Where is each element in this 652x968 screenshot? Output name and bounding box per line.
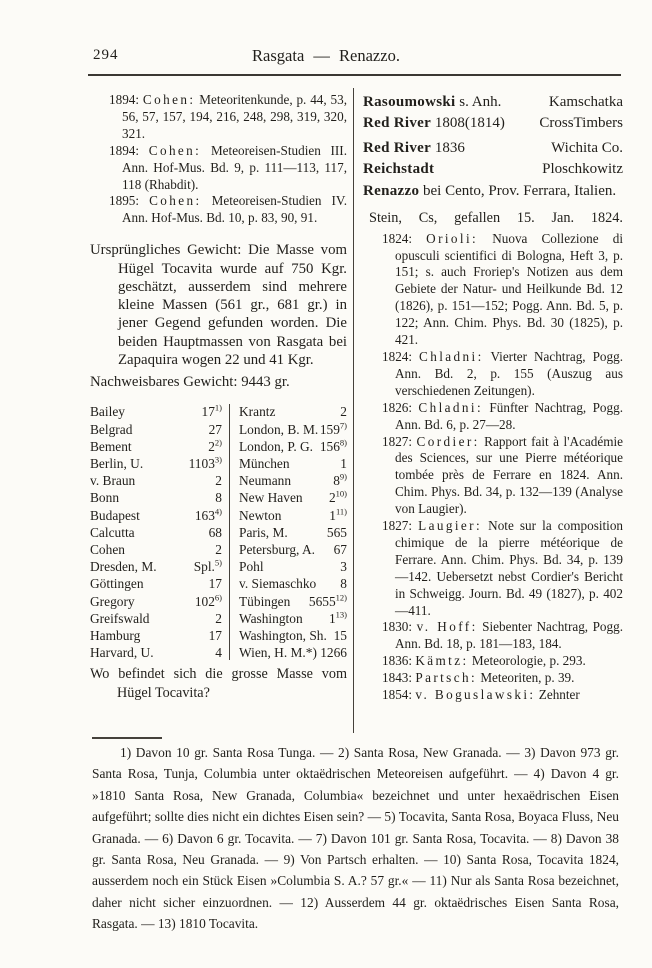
left-column [90,92,347,702]
collection-name: Washington, Sh. [239,627,327,643]
bibliography-entry [90,143,347,194]
weight-value: 2 [215,541,222,557]
table-row [90,438,347,455]
collection-name: Bonn [90,490,120,506]
collection-name: Petersburg, A. [239,541,316,557]
table-cell [230,438,347,455]
bib-year: 1894: [109,142,140,158]
footnotes-text: 1) Davon 10 gr. Santa Rosa Tunga. — 2) Santa Rosa, New Granada. — 3) Davon 973 gr. Santa Rosa, Tunja, Columbia unter oktaëdrischen Meteoreisen aufgeführt. — 4) Davon 4 gr. »1810 Santa Rosa, New Granada, Columbia« bezeichnet und unter hexaëdrischen Eisen aufgeführt; sollte dies nicht ein dichtes Eisen sein? — 5) Tocavita, Santa Rosa, Boyaca Fluss, Neu Granada. — 6) Davon 6 gr. Tocavita. — 7) Davon 101 gr. Santa Rosa, Tocavita. — 8) Davon 38 gr. Santa Rosa, Neu Granada. — 9) Von Partsch erhalten. — 10) Santa Rosa, Tocavita 1824, ausserdem noch ein Stück Eisen »Columbia S. A.? 57 gr.« — 11) Nur als Santa Rosa bezeichnet, daher nicht sicher einzuordnen. — 12) Ausserdem 44 gr. oktaëdrisches Eisen Santa Rosa, Rasgata. — 13) 1810 Tocavita. [92,745,619,932]
entry-detail: 1808(1814) [434,115,505,132]
entry-headword: Red River [363,115,432,132]
bib-year: 1827: [382,433,413,449]
weight-value: 159$^{7)}$ [319,420,347,437]
table-cell [90,507,230,524]
bibliography-entry [363,518,623,619]
table-cell [90,489,230,506]
table-cell [90,627,230,644]
collection-name: München [239,455,290,471]
bib-text: Siebenter Nachtrag, Pogg. Ann. Bd. 18, p. 181—183, 184. [395,619,624,652]
collection-name: Neumann [239,473,292,489]
catalog-entry [363,113,623,134]
weight-value: 17$^{1)}$ [201,402,222,420]
footnote-mark: 5) [214,557,222,568]
table-cell [90,541,230,558]
table-cell [230,644,347,661]
collection-name: v. Siemaschko [239,576,317,592]
header-rule [88,74,621,76]
bibliography-entry [363,619,623,653]
collection-name: London, P. G. [239,438,314,454]
left-bibliography [90,92,347,227]
footnote-mark: 8) [339,437,347,448]
bib-author: Cohen: [142,92,196,107]
bib-year: 1836: [382,653,413,669]
weight-value: 4 [215,645,222,661]
footnote-mark: 4) [214,506,222,517]
catalog-entry [363,138,623,159]
footnote-mark: 2) [214,437,222,448]
bib-text: Meteoreisen-Studien III. Ann. Hof-Mus. Bd. 9, p. 111—113, 117, 118 (Rhabdit). [122,142,347,192]
table-cell [230,558,347,575]
table-cell [230,593,347,610]
collection-name: Bement [90,438,132,454]
collection-name: v. Braun [90,473,136,489]
collection-name: Krantz [239,404,276,420]
bibliography-entry [363,434,623,519]
weight-value: 2 [215,473,222,489]
bib-text: Meteorologie, p. 293. [471,653,586,669]
footnote-mark: 9) [339,471,347,482]
bib-author: Cohen: [148,142,202,158]
weight-value: 1$^{13)}$ [328,609,347,626]
bib-author: Chladni: [418,399,484,415]
table-cell [230,421,347,438]
running-title: Rasgata — Renazzo. [252,46,400,65]
table-row [90,644,347,661]
bibliography-entry [363,670,623,687]
entry-headword: Reichstadt [363,161,435,178]
bib-author: Kämtz: [415,653,469,669]
table-row [90,472,347,489]
entry-headword: Red River [363,139,432,156]
bib-text: Meteoritenkunde, p. 44, 53, 56, 57, 157, 194, 216, 248, 298, 319, 320, 321. [122,92,347,141]
column-divider [353,88,354,733]
verified-weight-line [90,373,347,391]
bibliography-entry [363,400,623,434]
table-row [90,627,347,644]
collection-name: Wien, H. M.*) [239,645,317,661]
right-column [363,92,623,704]
table-cell [90,403,230,420]
collection-name: New Haven [239,490,303,506]
table-row [90,610,347,627]
table-cell [230,507,347,524]
weight-text: Die Masse vom Hügel Tocavita wurde auf 750 Kgr. geschätzt, ausserdem sind mehrere kleine Massen (561 gr., 681 gr.) in jener Gegend gefunden worden. Die beiden Hauptmassen von Rasgata bei Zapaquira wogen 22 und 41 Kgr. [118,242,347,369]
collection-name: Greifswald [90,610,150,626]
weight-value: 67 [333,541,347,557]
table-cell [90,524,230,541]
weight-value: 8$^{9)}$ [333,471,347,489]
verified-weight-label: Nachweisbares Gewicht: [90,374,238,391]
entry-location: CrossTimbers [539,115,623,132]
weight-value: 2 [340,404,347,420]
bib-text: Meteoreisen-Studien IV. Ann. Hof-Mus. Bd. 10, p. 83, 90, 91. [122,193,348,226]
weight-value: 1266 [320,645,347,661]
entry-head [363,92,501,113]
table-cell [90,575,230,592]
collection-name: Bailey [90,404,125,420]
bib-year: 1824: [382,230,413,246]
table-cell [90,455,230,472]
table-cell [230,610,347,627]
weight-value: 8 [340,576,347,592]
table-row [90,455,347,472]
weight-value: 2$^{2)}$ [208,437,222,454]
footnote-mark: 7) [339,420,347,431]
collection-name: Hamburg [90,627,141,643]
bib-author: Partsch: [415,670,478,686]
weight-value: 8 [215,490,222,506]
fall-date-line: Stein, Cs, gefallen 15. Jan. 1824. [369,209,623,226]
bib-year: 1854: [382,687,413,703]
table-row [90,558,347,575]
bib-text: Vierter Nachtrag, Pogg. Ann. Bd. 2, p. 155 (Auszug aus verschiedenen Zeitungen). [395,348,624,398]
footnote-mark: 11) [335,506,347,517]
table-cell [90,421,230,438]
table-cell [90,593,230,610]
weight-label: Ursprüngliches Gewicht: [90,242,242,259]
table-cell [230,472,347,489]
collection-name: Tübingen [239,593,291,609]
entry-location: Wichita Co. [551,139,623,156]
table-cell [230,575,347,592]
bib-author: Chladni: [419,348,484,364]
footnotes-rule [92,737,162,739]
catalog-entry [363,92,623,113]
bibliography-entry [363,349,623,400]
collection-name: Cohen [90,541,125,557]
footnote-mark: 3) [214,454,222,465]
entry-head [363,138,465,159]
collection-name: Berlin, U. [90,455,144,471]
table-cell [90,644,230,661]
table-cell [230,541,347,558]
bib-year: 1824: [382,348,413,364]
footnote-mark: 12) [335,592,347,603]
catalog-entry [363,159,623,180]
bib-author: v. Hoff: [416,619,478,635]
table-cell [230,455,347,472]
bib-author: Cordier: [416,433,480,449]
entry-headword: Rasoumowski [363,94,456,110]
weight-paragraph [90,241,347,369]
distribution-table [90,403,347,661]
entry-location: Ploschkowitz [542,161,623,178]
bib-year: 1843: [382,670,413,686]
bib-text: Meteoriten, p. 39. [480,670,575,686]
weight-value: 2$^{10)}$ [328,488,347,506]
footnote-mark: 13) [335,609,347,620]
table-cell [90,610,230,627]
weight-value: 102$^{6)}$ [194,592,222,609]
bib-text: Nuova Collezione di opusculi scientifici di Bologna, Heft 3, p. 151; s. auch Froriep's Notizen aus dem Gebiete der Natur- und Heilkunde Bd. 12 (1826), p. 151—152; Pogg. Ann. Bd. 5, p. 122; Ann. Chim. Phys. Bd. 30 (1825), p. 421. [395,230,623,348]
entry-location: Kamschatka [548,94,623,110]
table-divider [229,404,230,660]
bib-year: 1830: [382,619,413,635]
verified-weight-value: 9443 gr. [241,374,290,391]
bib-text: Note sur la composition chimique de la pierre météorique de Ferrare. Ann. Chim. Phys. Bd. 34, p. 139—142. Uebersetzt nebst Cordier's Bericht in Schweigg. Journ. Bd. 49 (1827), p. 402—411. [395,518,624,618]
bib-author: Laugier: [418,518,483,534]
bibliography-entry [363,231,623,349]
catalog-entry [363,181,623,201]
collection-name: Budapest [90,507,140,523]
table-row [90,524,347,541]
weight-value: 5655$^{12)}$ [308,592,347,609]
weight-value: 156$^{8)}$ [319,437,347,454]
weight-value: 1$^{11)}$ [329,506,347,523]
bibliography-entry [363,653,623,670]
table-row [90,421,347,438]
weight-value: 565 [326,524,347,540]
weight-value: 163$^{4)}$ [194,506,222,523]
bib-text: Rapport fait à l'Académie des Sciences, sur une Pierre météorique tombée près de Ferrare en 1824. Ann. Chim. Phys. Bd. 34, p. 132—139 (Analyse von Laugier). [395,433,624,517]
table-row [90,541,347,558]
table-cell [230,489,347,506]
weight-value: 2 [215,610,222,626]
footnote-mark: 6) [214,592,222,603]
collection-name: Paris, M. [239,524,288,540]
entry-detail: 1836 [434,139,465,156]
table-cell [90,558,230,575]
bib-year: 1826: [382,399,413,415]
entry-detail: s. Anh. [459,94,502,110]
bibliography-entry [363,687,623,704]
table-row [90,403,347,420]
bibliography-entry [90,193,347,227]
table-cell [230,403,347,420]
collection-name: Belgrad [90,421,133,437]
table-row [90,575,347,592]
entry-head [363,113,505,134]
entry-detail: bei Cento, Prov. Ferrara, Italien. [423,182,617,199]
footnote-mark: 10) [335,488,347,499]
table-row [90,593,347,610]
weight-value: 15 [333,627,347,643]
collection-name: Calcutta [90,524,135,540]
bib-year: 1894: [109,92,140,107]
table-cell [90,472,230,489]
bib-text: Zehnter [538,687,580,703]
weight-value: 1103$^{3)}$ [188,454,222,471]
table-row [90,489,347,506]
collection-name: London, B. M. [239,421,319,437]
weight-value: 17 [208,627,222,643]
weight-value: 3 [340,559,347,575]
table-cell [90,438,230,455]
collection-name: Gregory [90,593,135,609]
bib-author: Orioli: [426,230,479,246]
weight-value: 68 [208,524,222,540]
weight-value: Spl.$^{5)}$ [193,557,222,575]
weight-value: 27 [208,421,222,437]
bib-year: 1895: [109,193,140,209]
collection-name: Pohl [239,559,264,575]
right-bibliography [363,231,623,704]
collection-name: Washington [239,610,303,626]
collection-name: Dresden, M. [90,559,157,575]
entry-headword: Renazzo [363,182,420,199]
bib-author: Cohen: [149,193,202,209]
weight-value: 1 [340,455,347,471]
bib-author: v. Boguslawski: [415,687,536,703]
bib-year: 1827: [382,518,413,534]
page-number: 294 [93,47,119,63]
collection-name: Newton [239,507,282,523]
table-row [90,507,347,524]
bibliography-entry [90,92,347,143]
table-cell [230,627,347,644]
collection-name: Harvard, U. [90,645,154,661]
bib-text: Fünfter Nachtrag, Pogg. Ann. Bd. 6, p. 27—28. [395,399,624,432]
table-cell [230,524,347,541]
entry-head [363,159,434,180]
collection-name: Göttingen [90,576,144,592]
open-question: Wo befindet sich die grosse Masse vom Hügel Tocavita? [90,666,347,701]
footnote-mark: 1) [214,402,222,413]
weight-value: 17 [208,576,222,592]
